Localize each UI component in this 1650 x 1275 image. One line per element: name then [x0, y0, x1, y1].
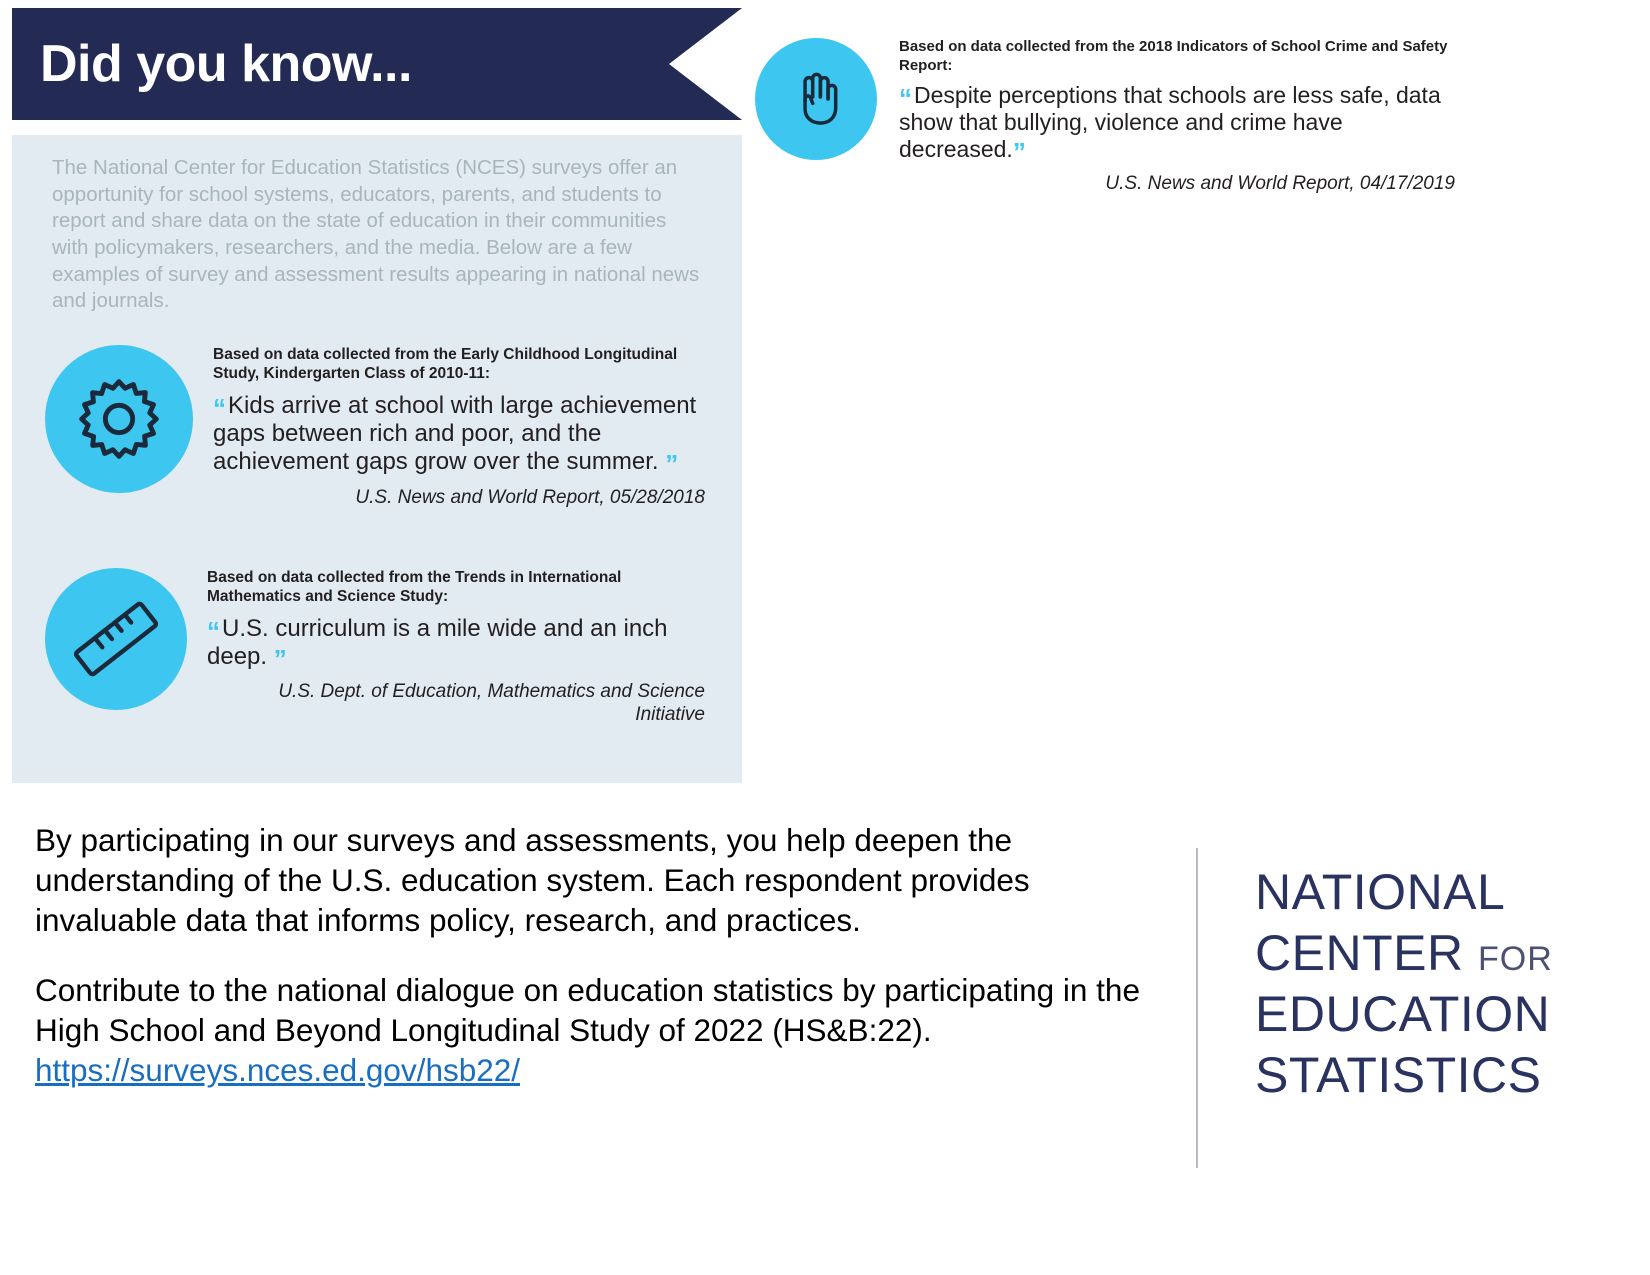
- quote-body: [207, 568, 705, 727]
- quote-text: Despite perceptions that schools are less safe, data show that bullying, violence and crime have decreased.: [899, 81, 1441, 162]
- close-quote-mark: ”: [273, 644, 287, 675]
- closing-paragraph-1: By participating in our surveys and assessments, you help deepen the understanding of the U.S. education system. Each respondent provides invaluable data that informs policy, research, and practices.: [35, 822, 1030, 938]
- quote-text: Kids arrive at school with large achievement gaps between rich and poor, and the achievement gaps grow over the summer.: [213, 391, 697, 476]
- quote-text: U.S. curriculum is a mile wide and an inch deep.: [207, 614, 668, 671]
- quote-block-timss: [45, 568, 705, 727]
- quote-source: Based on data collected from the Early Childhood Longitudinal Study, Kindergarten Class of 2010-11:: [213, 346, 678, 383]
- quote-block-crime: [755, 38, 1455, 196]
- open-quote-mark: “: [207, 615, 220, 646]
- closing-text: [35, 820, 1145, 1090]
- quote-text-wrapper: [899, 81, 1455, 167]
- gear-sun-icon: [45, 345, 193, 493]
- quote-text-wrapper: [207, 614, 705, 675]
- quote-attribution: U.S. Dept. of Education, Mathematics and Science Initiative: [278, 681, 705, 726]
- panel-intro-text: The National Center for Education Statistics (NCES) surveys offer an opportunity for school systems, educators, parents, and students to report and share data on the state of education in their communities with policymakers, researchers, and the media. Below are a few examples of survey and assessment results appearing in national news and journals.: [52, 156, 700, 313]
- quote-attribution: U.S. News and World Report, 05/28/2018: [355, 486, 705, 508]
- quote-body: [213, 345, 705, 509]
- open-quote-mark: “: [899, 82, 912, 113]
- hand-icon: [755, 38, 877, 160]
- quote-source: Based on data collected from the 2018 Indicators of School Crime and Safety Report:: [899, 38, 1448, 74]
- did-you-know-banner: [12, 8, 742, 120]
- close-quote-mark: ”: [1012, 136, 1026, 167]
- ruler-icon: [45, 568, 187, 710]
- close-quote-mark: ”: [665, 449, 679, 480]
- quote-body: [899, 38, 1455, 196]
- nces-logo: [1255, 862, 1635, 1106]
- quote-text-wrapper: [213, 391, 705, 480]
- open-quote-mark: “: [213, 392, 226, 423]
- quote-block-ecls: [45, 345, 705, 509]
- hsb22-survey-link[interactable]: https://surveys.nces.ed.gov/hsb22/: [35, 1052, 521, 1088]
- vertical-divider: [1196, 848, 1198, 1168]
- quote-attribution: U.S. News and World Report, 04/17/2019: [1105, 172, 1455, 194]
- closing-paragraph-2: [35, 970, 1145, 1090]
- logo-word-center: CENTER: [1255, 925, 1464, 981]
- quote-source: Based on data collected from the Trends in International Mathematics and Science Study:: [207, 569, 622, 606]
- logo-line-center-for: [1255, 923, 1635, 984]
- logo-word-for: FOR: [1477, 940, 1553, 978]
- logo-line-statistics: STATISTICS: [1255, 1047, 1542, 1103]
- banner-title: Did you know...: [40, 35, 412, 93]
- logo-line-national: NATIONAL: [1255, 864, 1506, 920]
- logo-line-education: EDUCATION: [1255, 986, 1551, 1042]
- closing-paragraph-2-text: Contribute to the national dialogue on education statistics by participating in the High School and Beyond Longitudinal Study of 2022 (HS&B:22).: [35, 972, 1140, 1048]
